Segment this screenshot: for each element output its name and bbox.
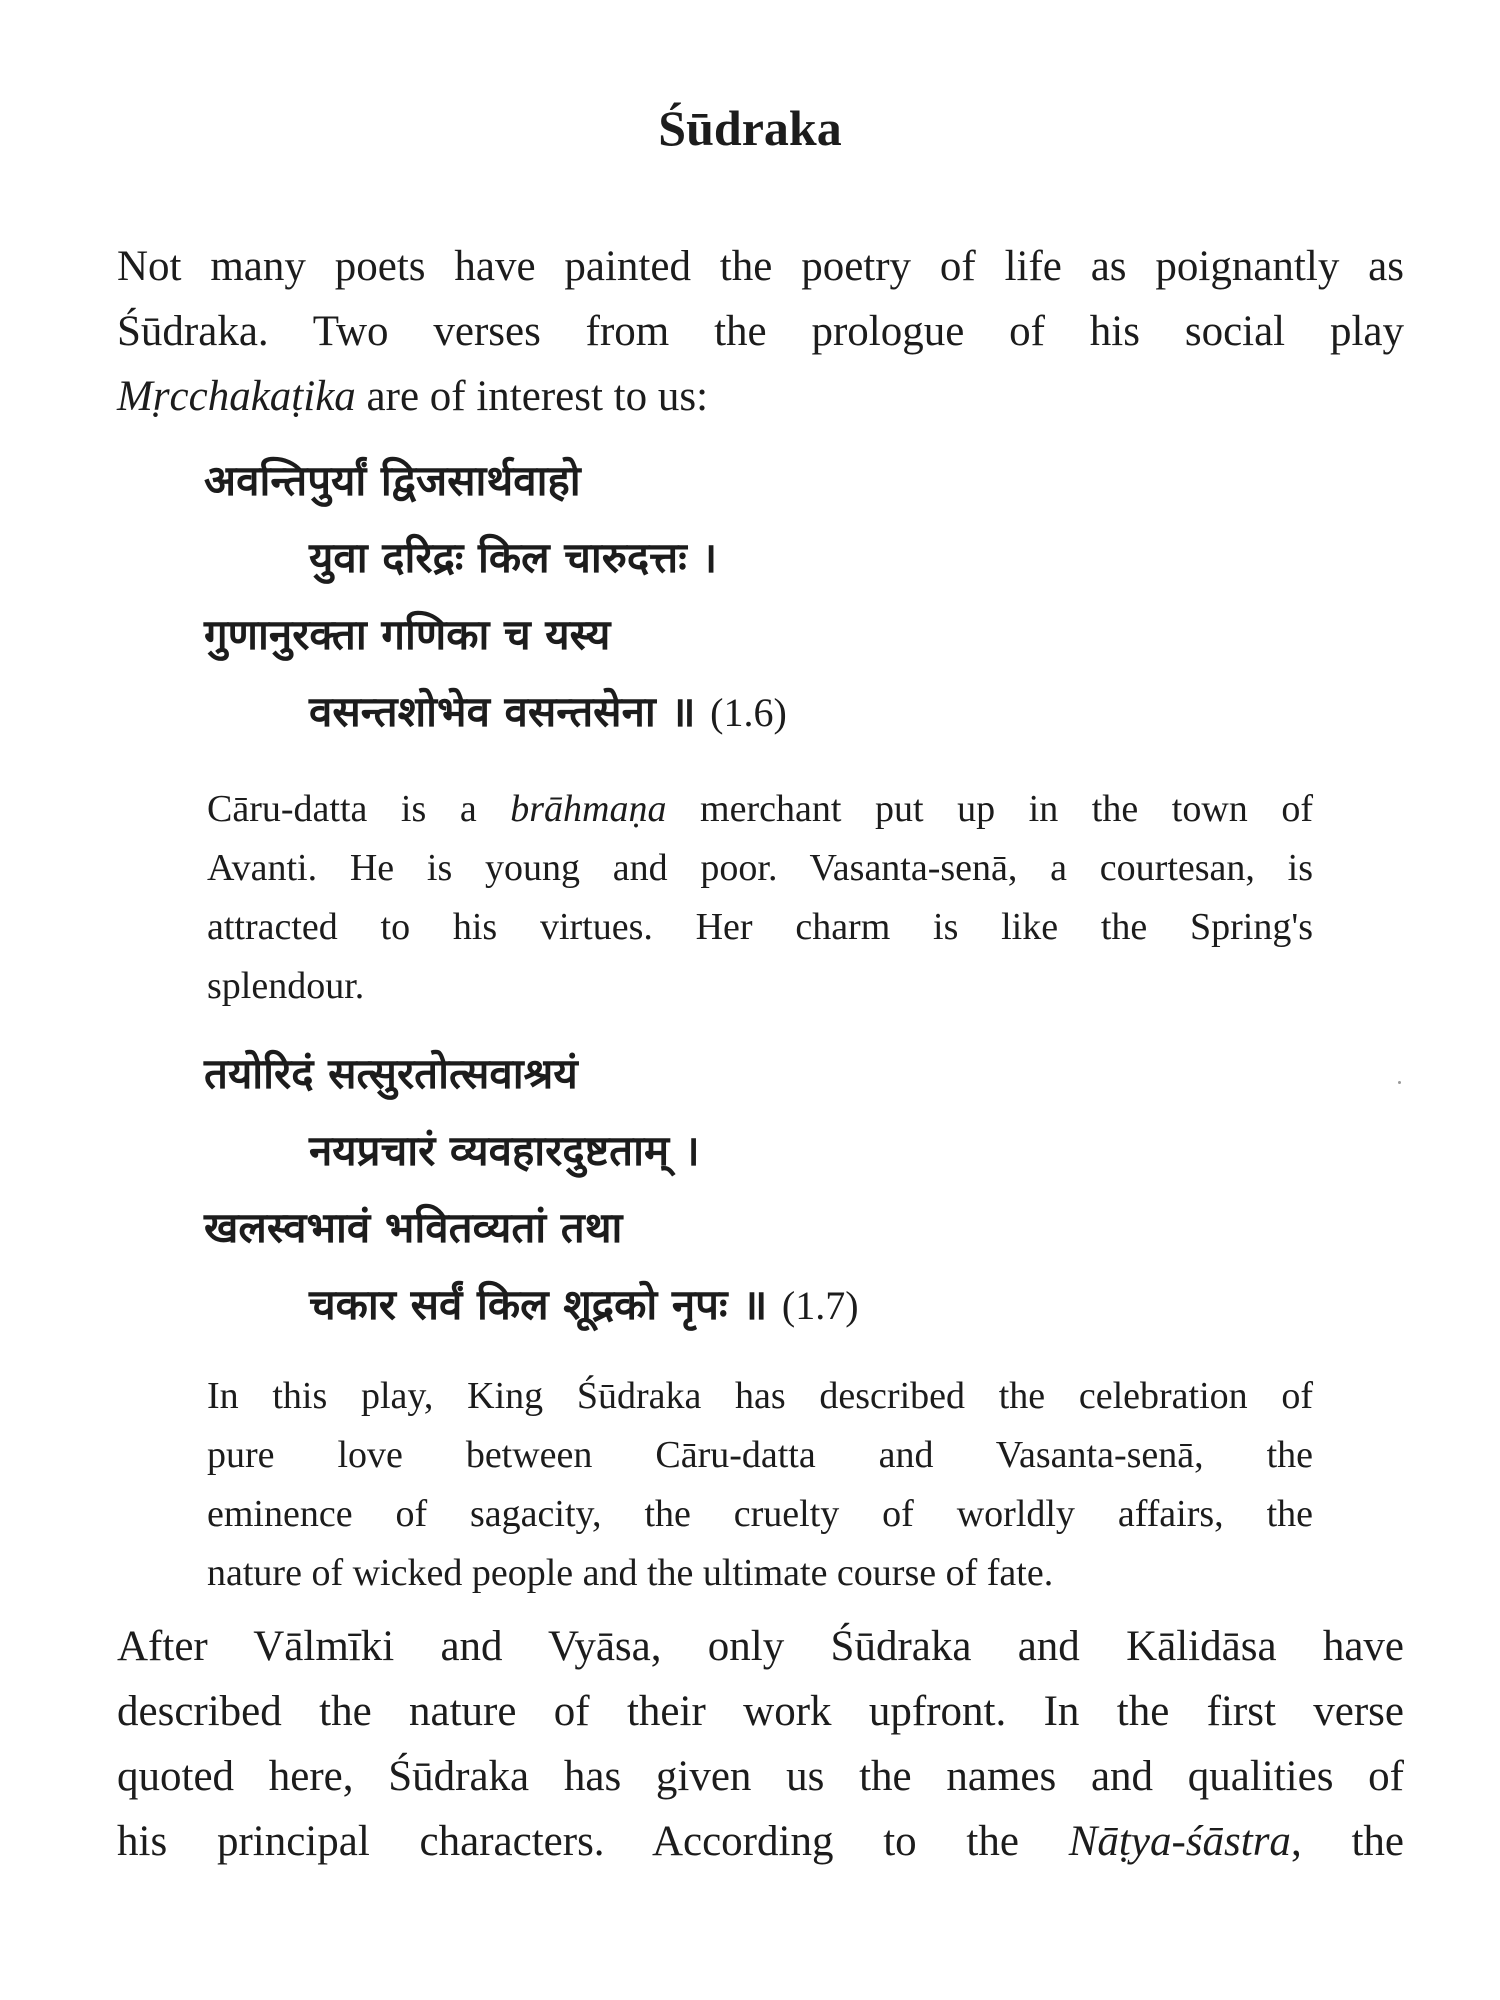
intro-line-rest: are of interest to us: [355, 373, 709, 420]
play-title: Mṛcchakaṭika [117, 373, 356, 420]
closing-line: quoted here, Śūdraka has given us the names and qualities of [117, 1753, 1404, 1800]
translation-line-start: Cāru-datta is a [207, 788, 511, 830]
verse-line [204, 673, 1354, 751]
closing-line-end: , the [1290, 1818, 1404, 1865]
closing-line: described the nature of their work upfront. In the first verse [117, 1688, 1404, 1735]
verse-line: तयोरिदं सत्सुरतोत्सवाश्रयं [204, 1049, 578, 1098]
verse-last-line: चकार सर्वं किल शूद्रको नृपः ॥ [309, 1280, 768, 1329]
translation-line: eminence of sagacity, the cruelty of worldly affairs, the [207, 1493, 1313, 1535]
closing-line [117, 1809, 1404, 1874]
translation-line: In this play, King Śūdraka has described the celebration of [207, 1375, 1313, 1417]
verse-line: गुणानुरक्ता गणिका च यस्य [204, 610, 611, 659]
verse-last-line: वसन्तशोभेव वसन्तसेना ॥ [309, 687, 696, 736]
translation-line: nature of wicked people and the ultimate course of fate. [207, 1552, 1054, 1594]
translation-2 [207, 1367, 1313, 1603]
sanskrit-verse-1 [204, 442, 1354, 751]
verse-reference: (1.6) [710, 690, 787, 735]
verse-line: अवन्तिपुर्यां द्विजसार्थवाहो [204, 456, 581, 505]
verse-line: नयप्रचारं व्यवहारदुष्टताम् । [309, 1126, 700, 1175]
verse-line: युवा दरिद्रः किल चारुदत्तः । [309, 533, 718, 582]
scan-speck [1398, 1081, 1401, 1084]
intro-line: Śūdraka. Two verses from the prologue of his social play [117, 308, 1404, 355]
natya-sastra-title: Nāṭya-śāstra [1068, 1818, 1291, 1865]
sanskrit-verse-2 [204, 1035, 1354, 1344]
translation-line [207, 780, 1313, 839]
intro-paragraph [117, 234, 1404, 429]
translation-line: pure love between Cāru-datta and Vasanta-senā, the [207, 1434, 1313, 1476]
translation-line: Avanti. He is young and poor. Vasanta-senā, a courtesan, is [207, 847, 1313, 889]
translation-line-end: merchant put up in the town of [666, 788, 1313, 830]
translation-1 [207, 780, 1313, 1016]
closing-line: After Vālmīki and Vyāsa, only Śūdraka and Kālidāsa have [117, 1623, 1404, 1670]
intro-line [117, 364, 1404, 429]
term-brahmana: brāhmaṇa [510, 788, 667, 830]
translation-line: splendour. [207, 965, 365, 1007]
translation-line: attracted to his virtues. Her charm is like the Spring's [207, 906, 1313, 948]
closing-paragraph [117, 1614, 1404, 1874]
verse-line: खलस्वभावं भवितव्यतां तथा [204, 1203, 623, 1252]
chapter-title: Śūdraka [658, 100, 842, 156]
verse-line [204, 1266, 1354, 1344]
closing-line-start: his principal characters. According to the [117, 1818, 1069, 1865]
verse-reference: (1.7) [781, 1283, 859, 1328]
intro-line: Not many poets have painted the poetry of life as poignantly as [117, 243, 1404, 290]
